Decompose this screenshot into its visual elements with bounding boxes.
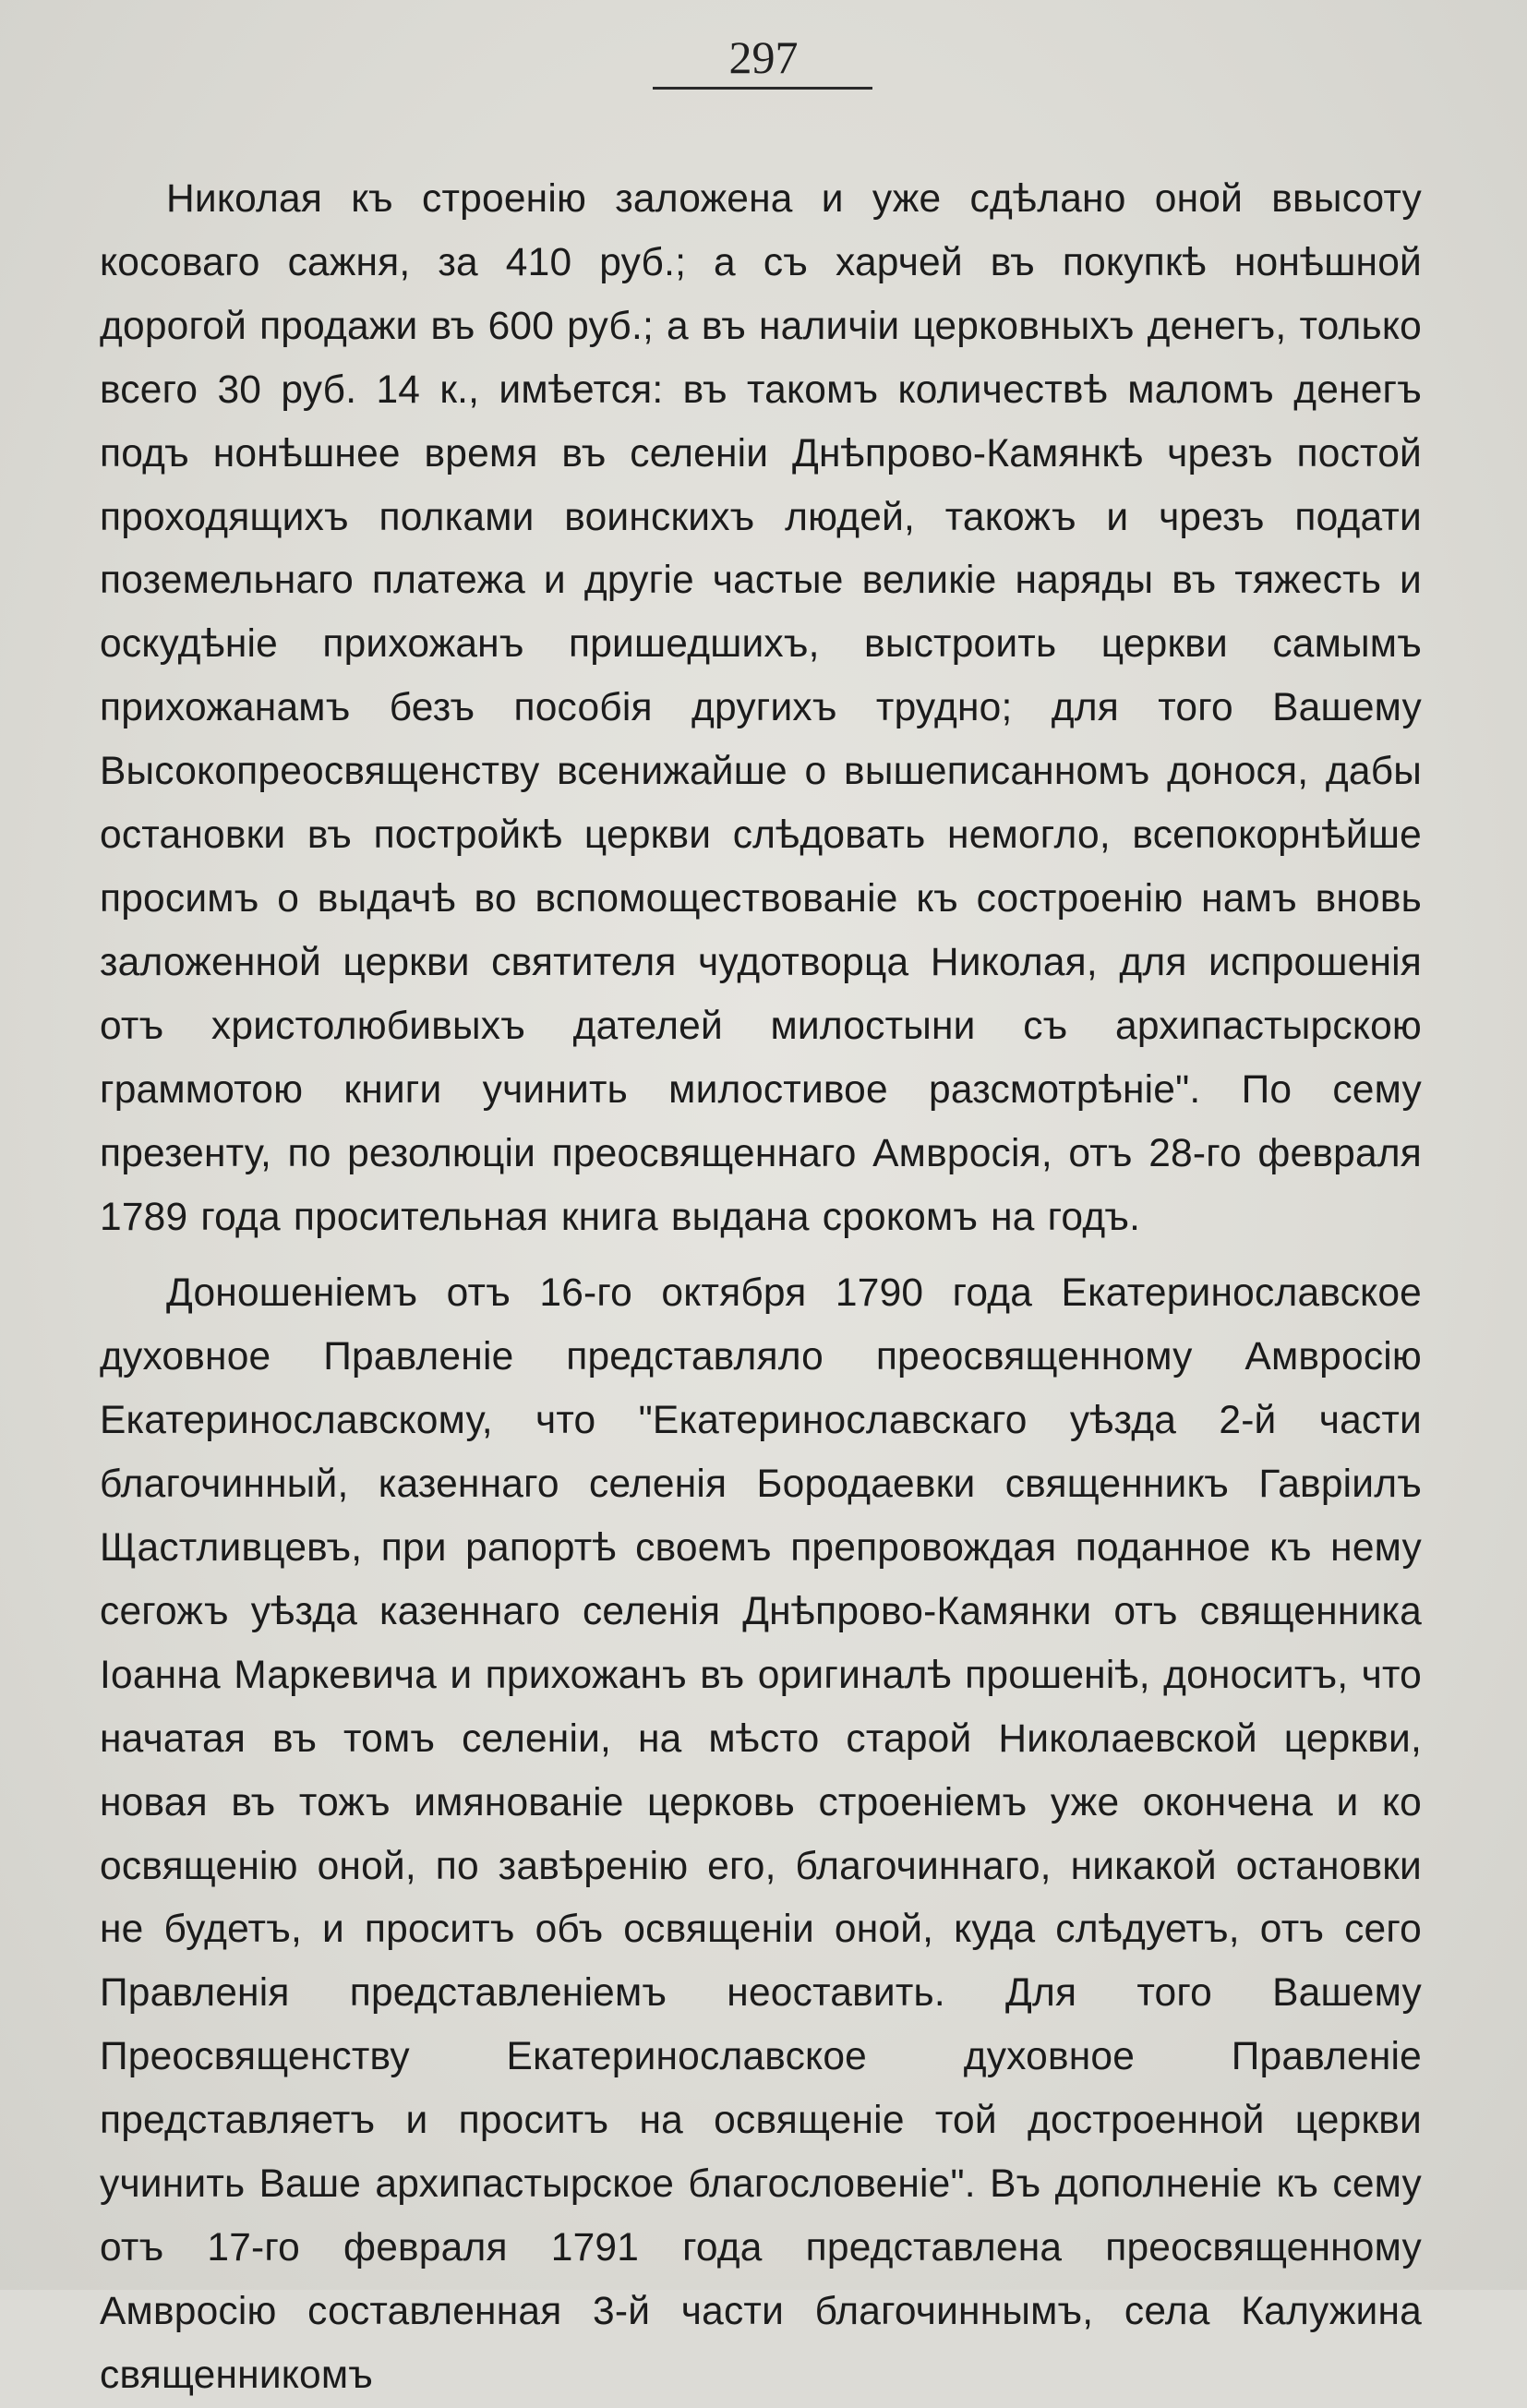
- page-header: [0, 28, 1527, 87]
- page-number: 297: [728, 31, 799, 83]
- body-text: [100, 168, 1422, 2408]
- paragraph: Доношеніемъ отъ 16-го октября 1790 года Екатеринославское духовное Правленіе представляло преосвященному Амвросію Екатеринославскому, что "Екатеринославскаго уѣзда 2-й части благочинный, казеннаго селенія Бородаевки священникъ Гавріилъ Щастливцевъ, при рапортѣ своемъ препровождая поданное къ нему сегожъ уѣзда казеннаго селенія Днѣпрово-Камянки отъ священника Іоанна Маркевича и прихожанъ въ оригиналѣ прошенiѣ, доноситъ, что начатая въ томъ селеніи, на мѣсто старой Николаевской церкви, новая въ тожъ имянованіе церковь строеніемъ уже окончена и ко освященію оной, по завѣренію его, благочиннаго, никакой остановки не будетъ, и проситъ объ освященіи оной, куда слѣдуетъ, отъ сего Правленія представленіемъ неоставить. Для того Вашему Преосвященству Екатеринославское духовное Правленіе представляетъ и проситъ на освященіе той достроенной церкви учинить Ваше архипастырское благословеніе". Въ дополненіе къ сему отъ 17-го февраля 1791 года представлена преосвященному Амвросію составленная 3-й части благочиннымъ, села Калужина священникомъ: [100, 1271, 1422, 2397]
- paragraph: Николая къ строенію заложена и уже сдѣлано оной ввысоту косоваго сажня, за 410 руб.; а съ харчей въ покупкѣ нонѣшной дорогой продажи въ 600 руб.; а въ наличіи церковныхъ денегъ, только всего 30 руб. 14 к., имѣется: въ такомъ количествѣ маломъ денегъ подъ нонѣшнее время въ селеніи Днѣпрово-Камянкѣ чрезъ постой проходящихъ полками воинскихъ людей, такожъ и чрезъ подати поземельнаго платежа и другіе частые великіе наряды въ тяжесть и оскудѣніе прихожанъ пришедшихъ, выстроить церкви самымъ прихожанамъ безъ пособія другихъ трудно; для того Вашему Высокопреосвященству всенижайше о вышеписанномъ донося, дабы остановки въ постройкѣ церкви слѣдовать немогло, всепокорнѣйше просимъ о выдачѣ во вспомоществованіе къ состроенію намъ вновь заложенной церкви святителя чудотворца Николая, для испрошенія отъ христолюбивыхъ дателей милостыни съ архипастырскою граммотою книги учинить милостивое разсмотрѣніе". По сему презенту, по резолюціи преосвященнаго Амвросія, отъ 28-го февраля 1789 года просительная книга выдана срокомъ на годъ.: [100, 177, 1422, 1239]
- header-rule: [653, 87, 872, 90]
